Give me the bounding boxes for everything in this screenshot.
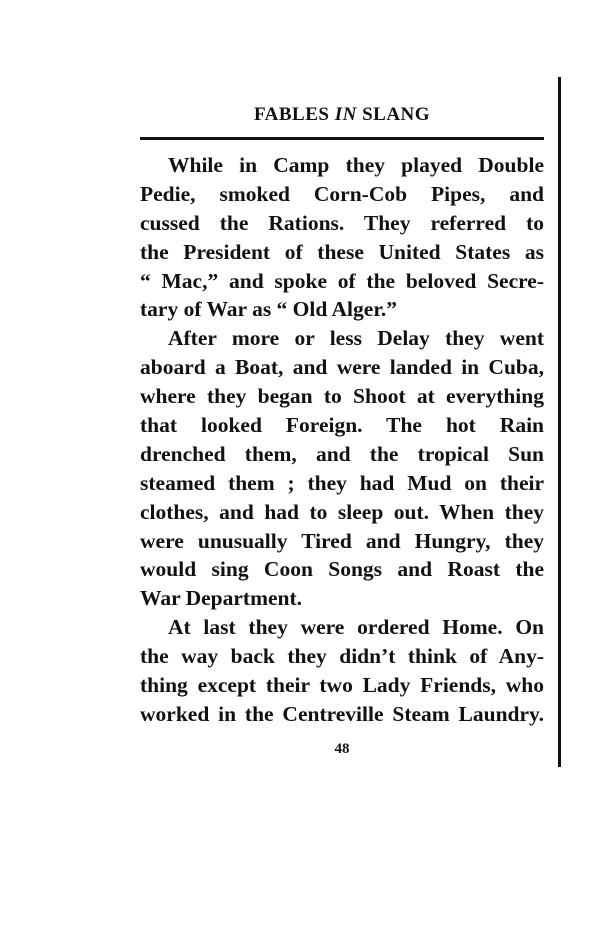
text-line: At last they were ordered Home. On (168, 615, 544, 640)
running-head-part3: SLANG (356, 104, 431, 125)
text-line: clothes, and had to sleep out. When they (140, 499, 544, 524)
text-line: cussed the Rations. They referred to (140, 210, 544, 235)
text-line: would sing Coon Songs and Roast the (140, 557, 544, 582)
text-line: “ Mac,” and spoke of the beloved Secre- (140, 268, 544, 293)
text-line: worked in the Centreville Steam Laundry. (140, 701, 544, 726)
text-line: steamed them ; they had Mud on their (140, 470, 544, 495)
text-line: thing except their two Lady Friends, who (140, 673, 544, 698)
page-number: 48 (334, 741, 350, 757)
text-line: tary of War as “ Old Alger.” (140, 297, 398, 322)
page-edge-line (558, 77, 561, 767)
text-line: were unusually Tired and Hungry, they (140, 528, 544, 553)
text-line: aboard a Boat, and were landed in Cuba, (140, 355, 544, 380)
text-line: drenched them, and the tropical Sun (140, 441, 544, 466)
text-line: After more or less Delay they went (168, 326, 544, 351)
header-rule (140, 137, 544, 140)
running-head-part2: IN (334, 104, 357, 125)
text-line: the President of these United States as (140, 239, 544, 264)
running-head (140, 104, 544, 126)
text-line: Pedie, smoked Corn-Cob Pipes, and (140, 181, 544, 206)
running-head-part1: FABLES (253, 104, 335, 125)
text-line: where they began to Shoot at everything (140, 384, 544, 409)
body-text (140, 151, 544, 729)
text-line: While in Camp they played Double (168, 153, 544, 177)
text-line: the way back they didn’t think of Any- (140, 644, 544, 669)
text-line: that looked Foreign. The hot Rain (140, 413, 544, 438)
text-line: War Department. (140, 586, 303, 611)
